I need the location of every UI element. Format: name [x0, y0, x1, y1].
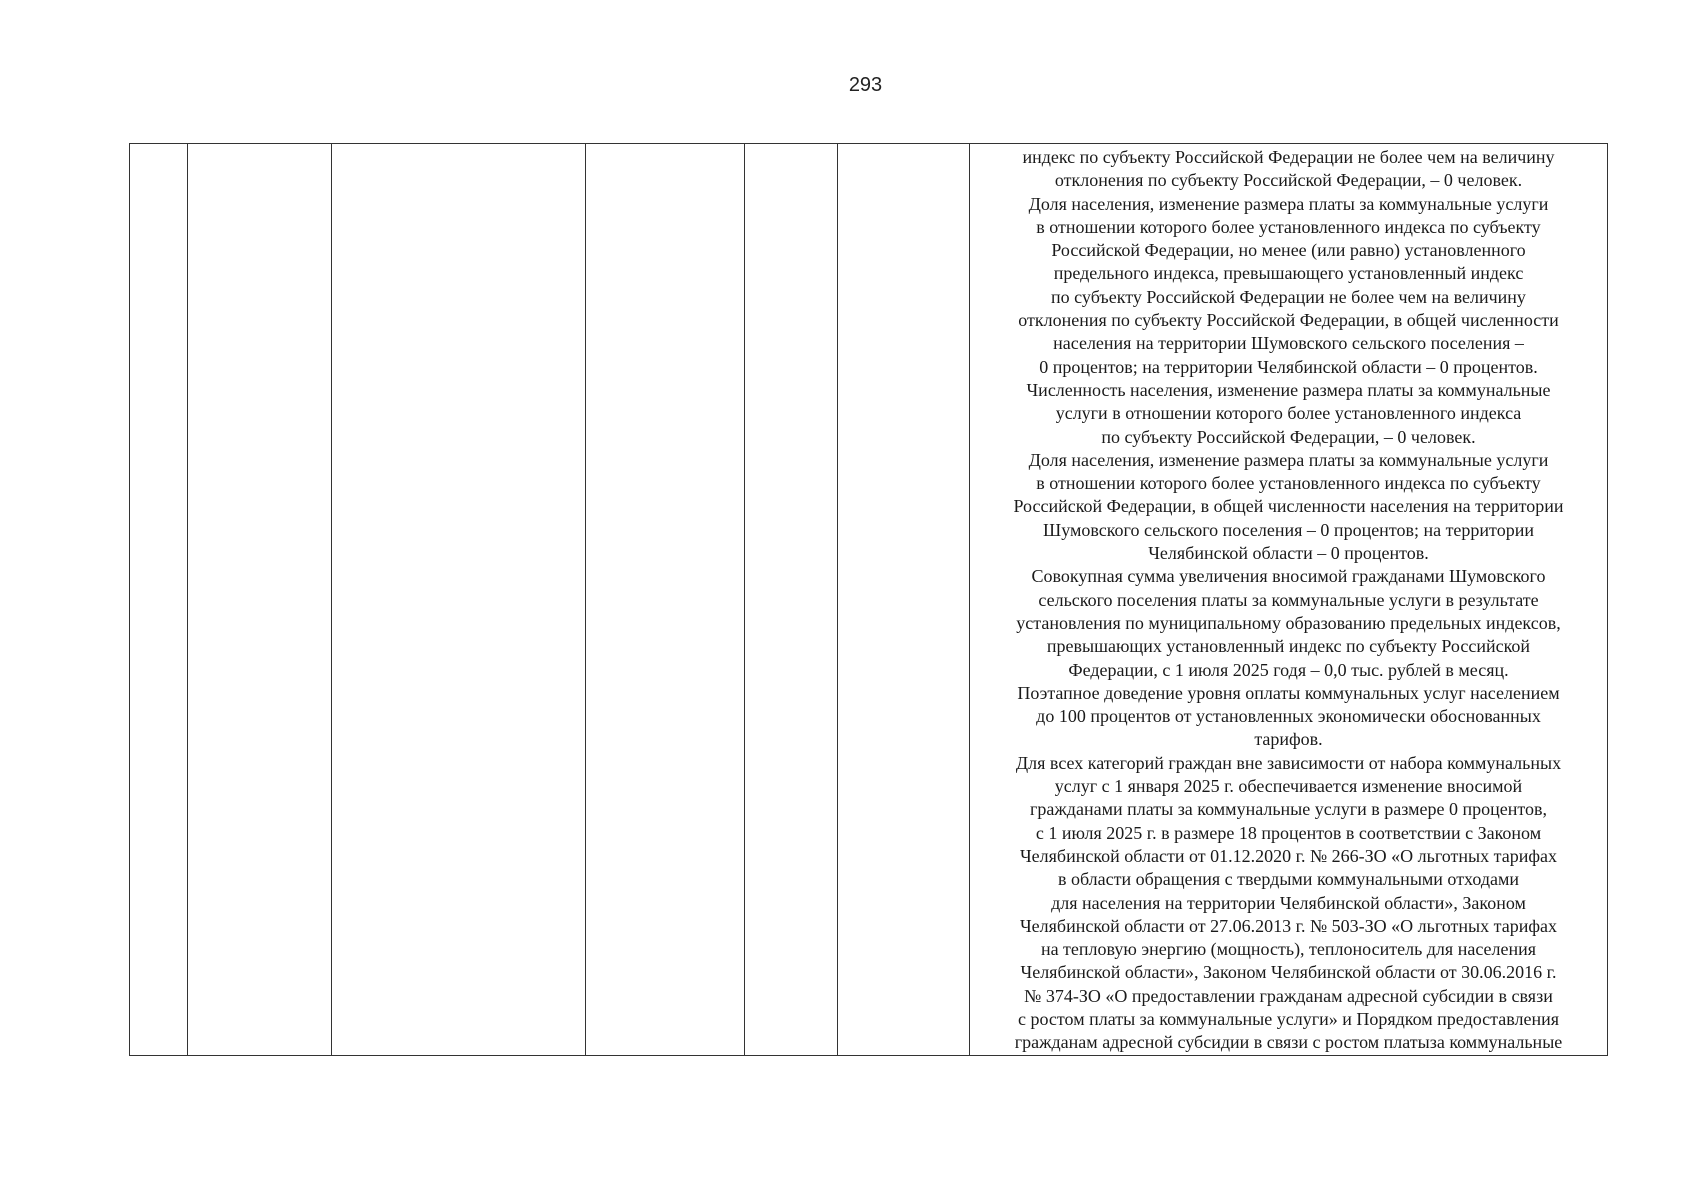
text-line: услуг с 1 января 2025 г. обеспечивается изменение вносимой: [1054, 776, 1523, 797]
document-table: [129, 143, 1608, 1056]
table-row: [130, 144, 1608, 1056]
text-line: Доля населения, изменение размера платы за коммунальные услуги: [1028, 449, 1549, 470]
text-line: до 100 процентов от установленных экономически обоснованных: [1036, 706, 1541, 727]
text-line: Поэтапное доведение уровня оплаты коммунальных услуг населением: [1017, 682, 1560, 703]
text-line: сельского поселения платы за коммунальные услуги в результате: [1038, 589, 1539, 610]
text-line: Численность населения, изменение размера платы за коммунальные: [1026, 379, 1551, 400]
text-line: с 1 июля 2025 г. в размере 18 процентов в соответствии с Законом: [1035, 822, 1542, 843]
text-line: Российской Федерации, в общей численности населения на территории: [1013, 496, 1564, 517]
text-line: Челябинской области от 27.06.2013 г. № 503-ЗО «О льготных тарифах: [1019, 915, 1557, 936]
table-cell-col-4: [586, 144, 745, 1056]
text-line: Челябинской области от 01.12.2020 г. № 266-ЗО «О льготных тарифах: [1019, 845, 1557, 866]
text-line: по субъекту Российской Федерации не более чем на величину: [1051, 286, 1526, 307]
text-line: в области обращения с твердыми коммунальными отходами: [1057, 869, 1520, 890]
text-line: Федерации, с 1 июля 2025 годя – 0,0 тыс. рублей в месяц.: [1068, 659, 1509, 680]
text-line: для населения на территории Челябинской области», Законом: [1051, 892, 1526, 913]
table-cell-col-1: [130, 144, 188, 1056]
cell-text-block: [970, 144, 1607, 1055]
text-line: Российской Федерации, но менее (или равно) установленного: [1051, 240, 1526, 261]
text-line: гражданами платы за коммунальные услуги в размере 0 процентов,: [1030, 799, 1547, 820]
text-line: Для всех категорий граждан вне зависимости от набора коммунальных: [1015, 752, 1562, 773]
text-line: в отношении которого более установленного индекса по субъекту: [1036, 473, 1541, 494]
text-line: предельного индекса, превышающего установленный индекс: [1053, 263, 1524, 284]
text-line: отклонения по субъекту Российской Федерации, в общей численности: [1018, 310, 1559, 331]
text-line: с ростом платы за коммунальные услуги» и Порядком предоставления: [1017, 1008, 1560, 1029]
table-cell-col-6: [838, 144, 970, 1056]
text-line: услуги в отношении которого более установленного индекса: [1055, 403, 1522, 424]
text-line: Челябинской области – 0 процентов.: [1148, 543, 1429, 564]
text-line: Совокупная сумма увеличения вносимой гражданами Шумовского: [1031, 566, 1546, 587]
text-line: 0 процентов; на территории Челябинской области – 0 процентов.: [1039, 356, 1538, 377]
text-line: гражданам адресной субсидии в связи с ростом платыза коммунальные: [1014, 1032, 1563, 1053]
page-number: 293: [848, 74, 883, 96]
text-line: установления по муниципальному образованию предельных индексов,: [1016, 612, 1561, 633]
text-line: Челябинской области», Законом Челябинской области от 30.06.2016 г.: [1020, 962, 1557, 983]
text-line: в отношении которого более установленного индекса по субъекту: [1036, 216, 1541, 237]
text-line: № 374-ЗО «О предоставлении гражданам адресной субсидии в связи: [1024, 985, 1553, 1006]
text-line: тарифов.: [1254, 729, 1323, 750]
table-cell-col-2: [188, 144, 332, 1056]
table-cell-col-5: [745, 144, 838, 1056]
text-line: по субъекту Российской Федерации, – 0 человек.: [1101, 426, 1476, 447]
text-line: Шумовского сельского поселения – 0 процентов; на территории: [1043, 519, 1534, 540]
table-cell-col-7: [970, 144, 1608, 1056]
text-line: Доля населения, изменение размера платы за коммунальные услуги: [1028, 193, 1549, 214]
text-line: на тепловую энергию (мощность), теплоноситель для населения: [1040, 939, 1537, 960]
text-line: отклонения по субъекту Российской Федерации, – 0 человек.: [1054, 170, 1523, 191]
text-line: населения на территории Шумовского сельского поселения –: [1053, 333, 1524, 354]
text-line: превышающих установленный индекс по субъекту Российской: [1046, 636, 1531, 657]
table-cell-col-3: [332, 144, 586, 1056]
text-line: индекс по субъекту Российской Федерации не более чем на величину: [1022, 147, 1555, 167]
